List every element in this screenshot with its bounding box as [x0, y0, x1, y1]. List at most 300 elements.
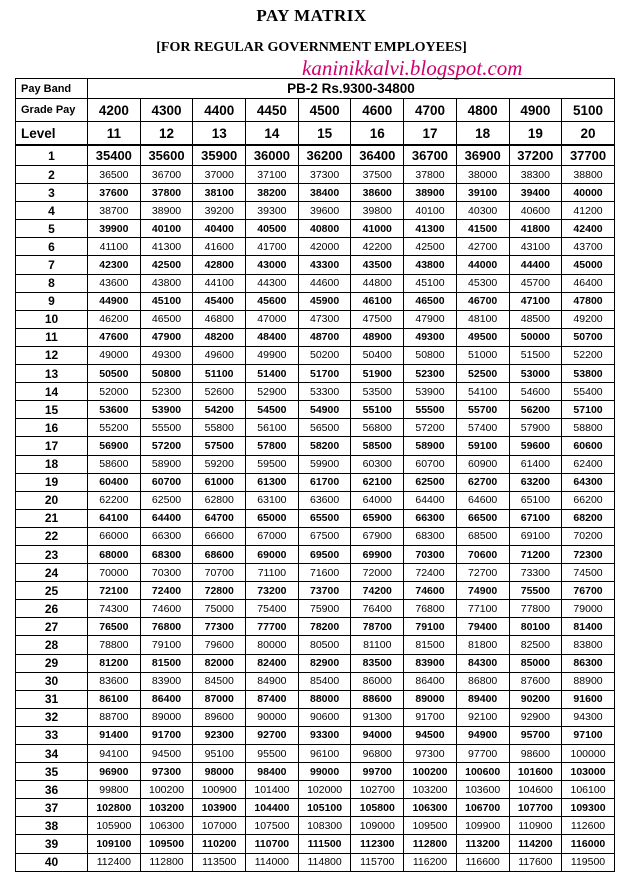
table-row	[16, 600, 615, 618]
table-row	[16, 455, 615, 473]
pay-cell: 81800	[456, 636, 509, 654]
table-row	[16, 799, 615, 817]
pay-cell: 101600	[509, 763, 562, 781]
pay-cell: 91600	[562, 690, 615, 708]
pay-cell: 74900	[456, 582, 509, 600]
pay-cell: 44300	[246, 274, 299, 292]
pay-cell: 112800	[140, 853, 193, 871]
pay-cell: 64400	[140, 509, 193, 527]
grade-pay-label: Grade Pay	[16, 99, 88, 122]
pay-cell: 49200	[562, 310, 615, 328]
pay-cell: 69000	[246, 545, 299, 563]
pay-cell: 86400	[140, 690, 193, 708]
pay-cell: 95500	[246, 745, 299, 763]
pay-cell: 40100	[140, 220, 193, 238]
stage-number-cell: 28	[16, 636, 88, 654]
pay-cell: 88900	[562, 672, 615, 690]
pay-cell: 43800	[404, 256, 457, 274]
pay-cell: 109500	[140, 835, 193, 853]
pay-cell: 79600	[193, 636, 246, 654]
pay-cell: 89400	[456, 690, 509, 708]
pay-cell: 43300	[298, 256, 351, 274]
pay-cell: 62100	[351, 473, 404, 491]
pay-cell: 60700	[404, 455, 457, 473]
pay-cell: 100900	[193, 781, 246, 799]
table-row	[16, 672, 615, 690]
pay-cell: 63100	[246, 491, 299, 509]
pay-cell: 66200	[562, 491, 615, 509]
pay-cell: 42000	[298, 238, 351, 256]
table-row	[16, 220, 615, 238]
pay-cell: 66500	[456, 509, 509, 527]
pay-cell: 40300	[456, 202, 509, 220]
pay-cell: 46500	[140, 310, 193, 328]
pay-cell: 91300	[351, 708, 404, 726]
pay-cell: 66300	[140, 527, 193, 545]
pay-cell: 112600	[562, 817, 615, 835]
pay-cell: 38000	[456, 166, 509, 184]
pay-cell: 100600	[456, 763, 509, 781]
pay-cell: 62500	[140, 491, 193, 509]
pay-cell: 50200	[298, 346, 351, 364]
pay-cell: 47100	[509, 292, 562, 310]
pay-cell: 52900	[246, 383, 299, 401]
pay-cell: 97300	[140, 763, 193, 781]
pay-cell: 36000	[246, 145, 299, 166]
table-row	[16, 636, 615, 654]
pay-cell: 78800	[88, 636, 141, 654]
pay-cell: 40600	[509, 202, 562, 220]
pay-cell: 57500	[193, 437, 246, 455]
pay-cell: 71100	[246, 564, 299, 582]
stage-number-cell: 40	[16, 853, 88, 871]
pay-cell: 47500	[351, 310, 404, 328]
stage-number-cell: 20	[16, 491, 88, 509]
pay-cell: 83900	[404, 654, 457, 672]
pay-cell: 68300	[404, 527, 457, 545]
stage-number-cell: 18	[16, 455, 88, 473]
stage-number-cell: 31	[16, 690, 88, 708]
pay-cell: 37300	[298, 166, 351, 184]
pay-cell: 48400	[246, 328, 299, 346]
pay-cell: 77300	[193, 618, 246, 636]
table-row	[16, 491, 615, 509]
pay-cell: 94500	[404, 726, 457, 744]
pay-cell: 101400	[246, 781, 299, 799]
table-row	[16, 310, 615, 328]
pay-cell: 51700	[298, 365, 351, 383]
pay-cell: 109000	[351, 817, 404, 835]
pay-cell: 57900	[509, 419, 562, 437]
pay-cell: 56800	[351, 419, 404, 437]
pay-cell: 115700	[351, 853, 404, 871]
pay-cell: 75000	[193, 600, 246, 618]
stage-number-cell: 22	[16, 527, 88, 545]
pay-cell: 106100	[562, 781, 615, 799]
pay-cell: 81400	[562, 618, 615, 636]
pay-cell: 52500	[456, 365, 509, 383]
pay-cell: 60700	[140, 473, 193, 491]
pay-cell: 112300	[351, 835, 404, 853]
pay-cell: 46500	[404, 292, 457, 310]
page-title: PAY MATRIX	[256, 6, 367, 25]
pay-cell: 64300	[562, 473, 615, 491]
pay-cell: 80000	[246, 636, 299, 654]
pay-cell: 44600	[298, 274, 351, 292]
pay-cell: 38900	[140, 202, 193, 220]
pay-cell: 50700	[562, 328, 615, 346]
pay-cell: 39800	[351, 202, 404, 220]
pay-cell: 67100	[509, 509, 562, 527]
pay-cell: 89600	[193, 708, 246, 726]
pay-cell: 62500	[404, 473, 457, 491]
pay-cell: 86000	[351, 672, 404, 690]
table-row	[16, 256, 615, 274]
pay-cell: 45100	[404, 274, 457, 292]
stage-number-cell: 11	[16, 328, 88, 346]
pay-cell: 68300	[140, 545, 193, 563]
pay-cell: 61700	[298, 473, 351, 491]
grade-pay-cell: 4900	[509, 99, 562, 122]
pay-cell: 72800	[193, 582, 246, 600]
pay-cell: 77700	[246, 618, 299, 636]
pay-cell: 76800	[140, 618, 193, 636]
stage-number-cell: 1	[16, 145, 88, 166]
pay-cell: 45300	[456, 274, 509, 292]
table-row	[16, 708, 615, 726]
pay-cell: 102000	[298, 781, 351, 799]
pay-cell: 40500	[246, 220, 299, 238]
pay-cell: 38600	[351, 184, 404, 202]
pay-cell: 65900	[351, 509, 404, 527]
pay-cell: 57200	[404, 419, 457, 437]
pay-cell: 55500	[140, 419, 193, 437]
pay-cell: 41300	[404, 220, 457, 238]
pay-band-label: Pay Band	[16, 79, 88, 99]
pay-cell: 70200	[562, 527, 615, 545]
table-row	[16, 145, 615, 166]
pay-cell: 59900	[298, 455, 351, 473]
pay-cell: 75400	[246, 600, 299, 618]
pay-cell: 94300	[562, 708, 615, 726]
pay-cell: 100200	[404, 763, 457, 781]
pay-cell: 39100	[456, 184, 509, 202]
pay-cell: 50000	[509, 328, 562, 346]
pay-cell: 51400	[246, 365, 299, 383]
pay-cell: 38700	[88, 202, 141, 220]
pay-cell: 60300	[351, 455, 404, 473]
pay-cell: 68000	[88, 545, 141, 563]
pay-cell: 43800	[140, 274, 193, 292]
table-row	[16, 419, 615, 437]
pay-cell: 66300	[404, 509, 457, 527]
pay-cell: 96800	[351, 745, 404, 763]
pay-cell: 74200	[351, 582, 404, 600]
stage-number-cell: 2	[16, 166, 88, 184]
pay-cell: 39900	[88, 220, 141, 238]
pay-cell: 43500	[351, 256, 404, 274]
pay-cell: 59200	[193, 455, 246, 473]
pay-cell: 72400	[404, 564, 457, 582]
pay-cell: 47800	[562, 292, 615, 310]
pay-cell: 54200	[193, 401, 246, 419]
pay-cell: 94900	[456, 726, 509, 744]
pay-cell: 65000	[246, 509, 299, 527]
pay-cell: 71600	[298, 564, 351, 582]
pay-cell: 35400	[88, 145, 141, 166]
pay-cell: 53000	[509, 365, 562, 383]
pay-cell: 66000	[88, 527, 141, 545]
pay-cell: 42200	[351, 238, 404, 256]
level-cell: 14	[246, 122, 299, 146]
pay-cell: 88000	[298, 690, 351, 708]
pay-cell: 86100	[88, 690, 141, 708]
grade-pay-cell: 4450	[246, 99, 299, 122]
table-row	[16, 545, 615, 563]
pay-cell: 70300	[404, 545, 457, 563]
pay-cell: 45100	[140, 292, 193, 310]
pay-cell: 42300	[88, 256, 141, 274]
pay-cell: 68500	[456, 527, 509, 545]
table-row	[16, 274, 615, 292]
pay-cell: 54500	[246, 401, 299, 419]
pay-cell: 65500	[298, 509, 351, 527]
pay-cell: 54900	[298, 401, 351, 419]
pay-cell: 45400	[193, 292, 246, 310]
pay-cell: 113200	[456, 835, 509, 853]
pay-cell: 82000	[193, 654, 246, 672]
pay-cell: 83800	[562, 636, 615, 654]
stage-number-cell: 34	[16, 745, 88, 763]
pay-cell: 46700	[456, 292, 509, 310]
table-row	[16, 202, 615, 220]
pay-cell: 55100	[351, 401, 404, 419]
pay-cell: 67500	[298, 527, 351, 545]
table-row	[16, 853, 615, 871]
pay-cell: 69900	[351, 545, 404, 563]
stage-number-cell: 8	[16, 274, 88, 292]
grade-pay-cell: 4600	[351, 99, 404, 122]
grade-pay-cell: 4300	[140, 99, 193, 122]
pay-cell: 95700	[509, 726, 562, 744]
grade-pay-row	[16, 99, 615, 122]
pay-cell: 52600	[193, 383, 246, 401]
pay-cell: 106300	[140, 817, 193, 835]
pay-cell: 78700	[351, 618, 404, 636]
grade-pay-cell: 4500	[298, 99, 351, 122]
pay-cell: 55200	[88, 419, 141, 437]
pay-cell: 38200	[246, 184, 299, 202]
pay-cell: 109500	[404, 817, 457, 835]
pay-cell: 43600	[88, 274, 141, 292]
stage-number-cell: 32	[16, 708, 88, 726]
pay-cell: 79100	[404, 618, 457, 636]
pay-cell: 103200	[404, 781, 457, 799]
pay-cell: 73700	[298, 582, 351, 600]
pay-cell: 60600	[562, 437, 615, 455]
pay-cell: 51100	[193, 365, 246, 383]
pay-cell: 91700	[140, 726, 193, 744]
pay-cell: 38100	[193, 184, 246, 202]
stage-number-cell: 24	[16, 564, 88, 582]
pay-cell: 54100	[456, 383, 509, 401]
pay-cell: 113500	[193, 853, 246, 871]
pay-cell: 88700	[88, 708, 141, 726]
stage-number-cell: 35	[16, 763, 88, 781]
pay-cell: 47000	[246, 310, 299, 328]
stage-number-cell: 33	[16, 726, 88, 744]
pay-cell: 54600	[509, 383, 562, 401]
pay-cell: 58900	[140, 455, 193, 473]
stage-number-cell: 37	[16, 799, 88, 817]
pay-cell: 75900	[298, 600, 351, 618]
pay-cell: 86800	[456, 672, 509, 690]
pay-cell: 81100	[351, 636, 404, 654]
pay-cell: 41000	[351, 220, 404, 238]
pay-cell: 50500	[88, 365, 141, 383]
pay-cell: 91400	[88, 726, 141, 744]
pay-cell: 103200	[140, 799, 193, 817]
stage-number-cell: 21	[16, 509, 88, 527]
table-row	[16, 328, 615, 346]
pay-cell: 89000	[404, 690, 457, 708]
table-row	[16, 473, 615, 491]
pay-cell: 79100	[140, 636, 193, 654]
pay-cell: 46100	[351, 292, 404, 310]
stage-number-cell: 27	[16, 618, 88, 636]
pay-cell: 56500	[298, 419, 351, 437]
pay-cell: 64400	[404, 491, 457, 509]
pay-cell: 49500	[456, 328, 509, 346]
pay-cell: 86300	[562, 654, 615, 672]
pay-cell: 36900	[456, 145, 509, 166]
pay-cell: 40400	[193, 220, 246, 238]
table-row	[16, 781, 615, 799]
pay-cell: 111500	[298, 835, 351, 853]
pay-cell: 55500	[404, 401, 457, 419]
pay-cell: 96900	[88, 763, 141, 781]
table-row	[16, 292, 615, 310]
table-row	[16, 763, 615, 781]
pay-cell: 104600	[509, 781, 562, 799]
table-row	[16, 184, 615, 202]
pay-cell: 84900	[246, 672, 299, 690]
pay-band-value: PB-2 Rs.9300-34800	[88, 79, 615, 99]
pay-cell: 47900	[140, 328, 193, 346]
pay-cell: 97700	[456, 745, 509, 763]
pay-cell: 85000	[509, 654, 562, 672]
pay-cell: 87400	[246, 690, 299, 708]
table-row	[16, 238, 615, 256]
pay-cell: 53900	[140, 401, 193, 419]
pay-cell: 64000	[351, 491, 404, 509]
pay-cell: 70600	[456, 545, 509, 563]
stage-number-cell: 4	[16, 202, 88, 220]
pay-cell: 104400	[246, 799, 299, 817]
pay-cell: 50400	[351, 346, 404, 364]
pay-cell: 35600	[140, 145, 193, 166]
level-header-row	[16, 122, 615, 146]
pay-cell: 43100	[509, 238, 562, 256]
pay-cell: 52000	[88, 383, 141, 401]
pay-cell: 77100	[456, 600, 509, 618]
stage-number-cell: 23	[16, 545, 88, 563]
pay-cell: 98000	[193, 763, 246, 781]
stage-number-cell: 9	[16, 292, 88, 310]
pay-cell: 44800	[351, 274, 404, 292]
table-row	[16, 564, 615, 582]
pay-cell: 41600	[193, 238, 246, 256]
pay-cell: 106700	[456, 799, 509, 817]
pay-cell: 72100	[88, 582, 141, 600]
pay-cell: 58800	[562, 419, 615, 437]
pay-cell: 41300	[140, 238, 193, 256]
grade-pay-cell: 4700	[404, 99, 457, 122]
pay-cell: 74300	[88, 600, 141, 618]
pay-cell: 57200	[140, 437, 193, 455]
stage-number-cell: 6	[16, 238, 88, 256]
pay-band-row	[16, 79, 615, 99]
pay-cell: 44000	[456, 256, 509, 274]
pay-cell: 61400	[509, 455, 562, 473]
pay-cell: 114800	[298, 853, 351, 871]
table-row	[16, 745, 615, 763]
pay-cell: 55800	[193, 419, 246, 437]
pay-cell: 52300	[140, 383, 193, 401]
pay-cell: 60400	[88, 473, 141, 491]
grade-pay-cell: 4400	[193, 99, 246, 122]
pay-cell: 48700	[298, 328, 351, 346]
pay-cell: 70300	[140, 564, 193, 582]
stage-number-cell: 39	[16, 835, 88, 853]
pay-cell: 110200	[193, 835, 246, 853]
pay-cell: 61000	[193, 473, 246, 491]
pay-cell: 48500	[509, 310, 562, 328]
pay-cell: 37800	[404, 166, 457, 184]
pay-cell: 58200	[298, 437, 351, 455]
pay-cell: 99700	[351, 763, 404, 781]
pay-cell: 76400	[351, 600, 404, 618]
pay-cell: 116600	[456, 853, 509, 871]
pay-cell: 41200	[562, 202, 615, 220]
stage-number-cell: 10	[16, 310, 88, 328]
pay-cell: 62700	[456, 473, 509, 491]
pay-cell: 90000	[246, 708, 299, 726]
pay-cell: 42400	[562, 220, 615, 238]
pay-cell: 40800	[298, 220, 351, 238]
pay-cell: 107500	[246, 817, 299, 835]
pay-cell: 38900	[404, 184, 457, 202]
grade-pay-cell: 4200	[88, 99, 141, 122]
pay-cell: 63600	[298, 491, 351, 509]
pay-cell: 81500	[404, 636, 457, 654]
pay-cell: 81200	[88, 654, 141, 672]
pay-cell: 116000	[562, 835, 615, 853]
table-row	[16, 437, 615, 455]
pay-cell: 102800	[88, 799, 141, 817]
pay-cell: 40100	[404, 202, 457, 220]
pay-cell: 110900	[509, 817, 562, 835]
pay-cell: 36500	[88, 166, 141, 184]
pay-cell: 96100	[298, 745, 351, 763]
stage-number-cell: 12	[16, 346, 88, 364]
table-row	[16, 346, 615, 364]
pay-cell: 46800	[193, 310, 246, 328]
pay-cell: 79000	[562, 600, 615, 618]
pay-cell: 36700	[140, 166, 193, 184]
pay-cell: 83600	[88, 672, 141, 690]
pay-cell: 55400	[562, 383, 615, 401]
